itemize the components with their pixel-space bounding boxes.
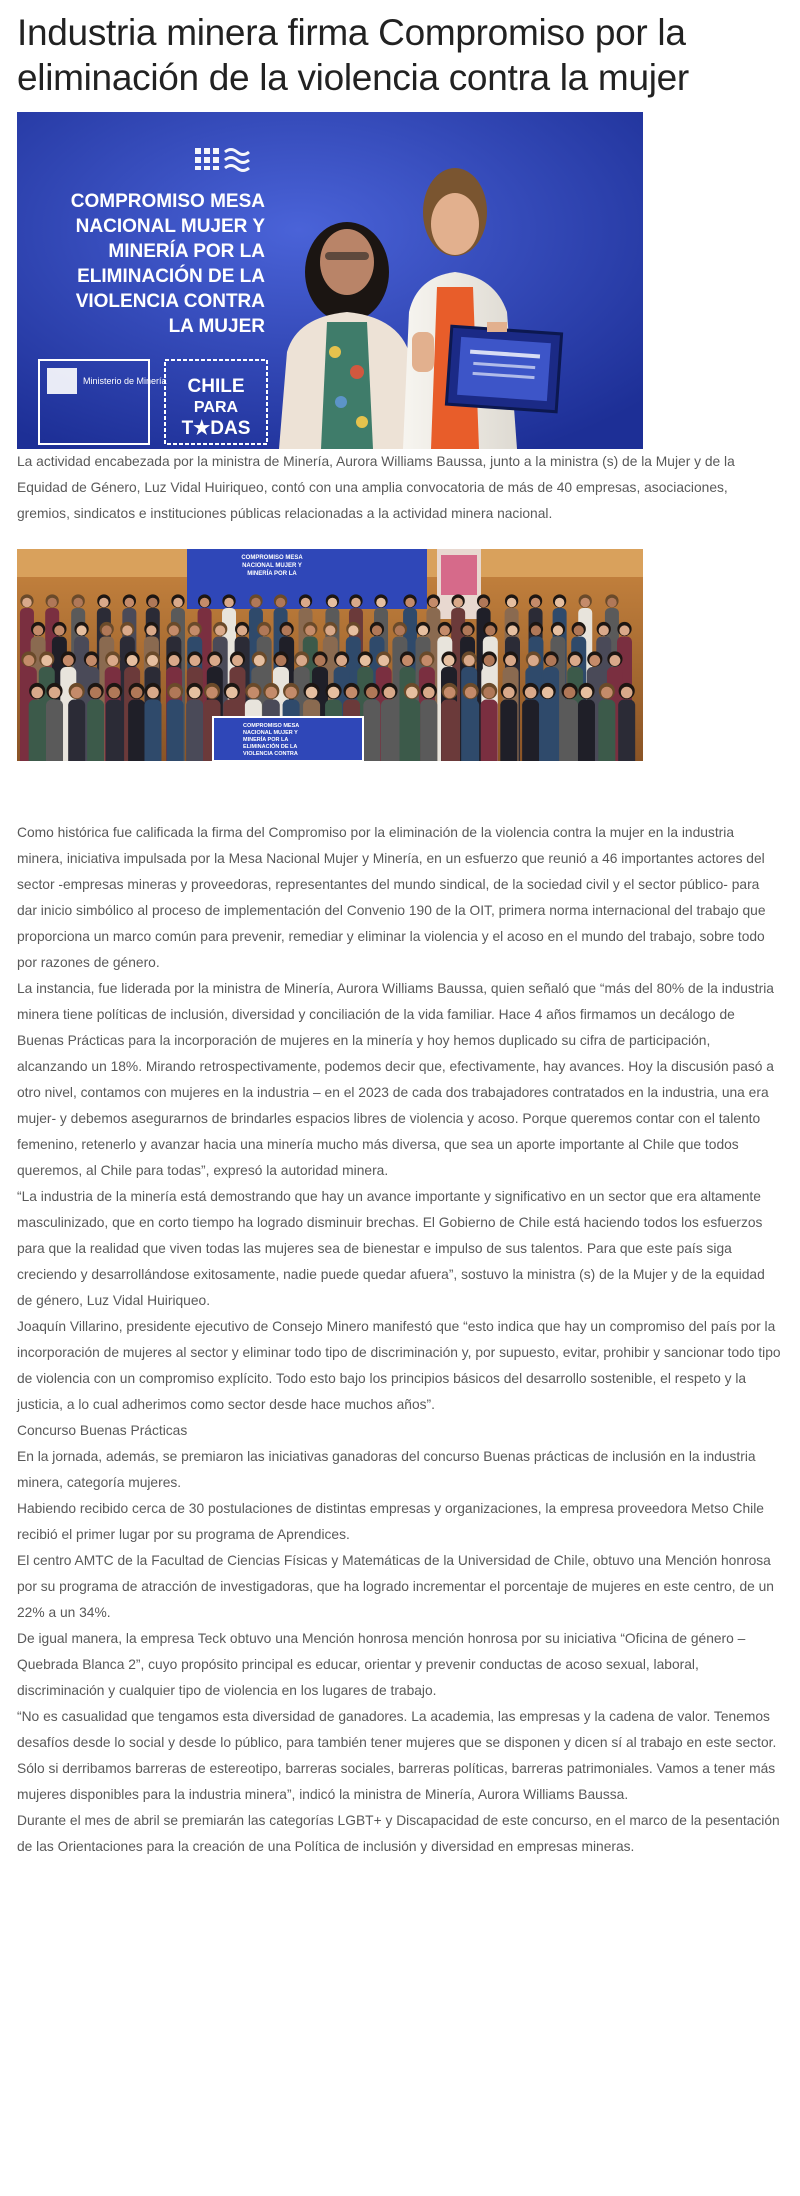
crowd-person-face xyxy=(282,625,292,635)
crowd-person-face xyxy=(131,687,143,699)
crowd-person-face xyxy=(76,625,86,635)
crowd-person-face xyxy=(372,625,382,635)
crowd-person-face xyxy=(406,687,418,699)
paragraph: Joaquín Villarino, presidente ejecutivo de Consejo Minero manifestó que “esto indica que hay un compromiso del país por la incorporación de mujeres al sector y eliminar todo tipo de discriminación y, por supuesto, evitar, prohibir y sancionar todo tipo de violencia con un compromiso explícito. Todo esto bajo los principios básicos del desarrollo sostenible, el respeto y la justicia, a lo cual adherimos como sector desde hace muchos años”. xyxy=(17,1319,781,1412)
crowd-person-face xyxy=(405,598,415,608)
paragraph: “La industria de la minería está demostrando que hay un avance importante y significativo en un sector que era altamente masculinizado, que en corto tiempo ha logrado disminuir brechas. El Gobierno de Chile está haciendo todos los esfuerzos para que la realidad que viven todas las mujeres sea de bienestar e impulso de sus talentos. Para que este país siga creciendo y desarrollándose exitosamente, nadie puede quedar afuera”, sostuvo la ministra (s) de la Mujer y de la equidad de género, Luz Vidal Huiriqueo. xyxy=(17,1189,765,1308)
crowd-person-face xyxy=(328,598,338,608)
paragraph: La instancia, fue liderada por la ministra de Minería, Aurora Williams Baussa, quien señaló que “más del 80% de la industria minera tiene políticas de inclusión, diversidad y conciliación de la vida familiar. Hace 4 años firmamos un decálogo de Buenas Prácticas para la incorporación de mujeres en la minería y hoy hemos duplicado su cifra de participación, alcanzando un 18%. Mirando retrospectivamente, podemos decir que, efectivamente, hay avances. Hoy la discusión pasó a otro nivel, contamos con mujeres en la industria – en el 2023 de cada dos trabajadores contratados en la industria, una era mujer- y debemos asegurarnos de brindarles espacios libres de violencia y acoso. Porque queremos contar con el talento femenino, retenerlo y avanzar hacia una minería mucho más diversa, que sea un aporte importante al Chile que todos queremos, al Chile para todas”, expresó la autoridad minera. xyxy=(17,981,774,1178)
crowd-person-face xyxy=(301,598,311,608)
crowd-person-body xyxy=(539,700,556,762)
crowd-person-face xyxy=(528,655,539,666)
crowd-person-face xyxy=(384,687,396,699)
crowd-person-body xyxy=(128,700,145,762)
crowd-person-body xyxy=(441,700,458,762)
crowd-person-body xyxy=(186,700,203,762)
paragraph: De igual manera, la empresa Teck obtuvo una Mención honrosa mención honrosa por su iniciativa “Oficina de género – Quebrada Blanca 2”, cuyo propósito principal es educar, orientar y prevenir conductas de acoso sexual, laboral, discriminación y cualquier tipo de violencia en los lugares de trabajo. xyxy=(17,1631,746,1698)
paragraph: En la jornada, además, se premiaron las iniciativas ganadoras del concurso Buenas prácticas de inclusión en la industria minera, categoría mujeres. xyxy=(17,1449,756,1490)
crowd-person-face xyxy=(589,655,600,666)
svg-text:Ministerio de Minería: Ministerio de Minería xyxy=(83,376,167,386)
crowd-person-face xyxy=(507,598,517,608)
crowd-person-face xyxy=(465,687,477,699)
svg-text:MINERÍA POR LA: MINERÍA POR LA xyxy=(243,737,289,743)
crowd-person-face xyxy=(555,598,565,608)
crowd-person-body xyxy=(46,700,63,762)
crowd-person-face xyxy=(215,625,225,635)
crowd-person-body xyxy=(363,700,380,762)
paragraph: “No es casualidad que tengamos esta diversidad de ganadores. La academia, las empresas y la cadena de valor. Tenemos desafíos desde lo social y desde lo público, para también tener mujeres que se disponen y dicen sí al trabajo en este sector. Sólo si derribamos barreras de estereotipo, barreras sociales, barreras políticas, barreras patrimoniales. Vamos a tener más mujeres disponibles para la industria minera”, indicó la ministra de Minería, Aurora Williams Baussa. xyxy=(17,1709,777,1802)
crowd-person-face xyxy=(464,655,475,666)
crowd-person-face xyxy=(169,655,180,666)
crowd-person-face xyxy=(86,655,97,666)
crowd-person-face xyxy=(619,625,629,635)
group-banner-text xyxy=(241,555,303,577)
crowd-person-face xyxy=(49,687,61,699)
crowd-person-face xyxy=(444,655,455,666)
article-body xyxy=(17,820,782,1860)
crowd-person-face xyxy=(315,655,326,666)
crowd-person-face xyxy=(71,687,83,699)
crowd-person-face xyxy=(254,655,265,666)
svg-text:PARA: PARA xyxy=(193,399,239,416)
crowd-person-body xyxy=(522,700,539,762)
crowd-person-face xyxy=(395,625,405,635)
svg-text:NACIONAL MUJER Y: NACIONAL MUJER Y xyxy=(243,730,298,736)
crowd-person-face xyxy=(378,655,389,666)
hero-caption: La actividad encabezada por la ministra de Minería, Aurora Williams Baussa, junto a la ministra (s) de la Mujer y de la Equidad de Género, Luz Vidal Huiriqueo, contó con una amplia convocatoria de más de 40 empresas, asociaciones, gremios, sindicatos e instituciones públicas relacionadas a la actividad minera nacional. xyxy=(17,454,735,521)
svg-text:MINERÍA POR LA: MINERÍA POR LA xyxy=(247,571,297,577)
hero-photo xyxy=(17,112,643,449)
crowd-person-face xyxy=(31,687,43,699)
section-subheading: Concurso Buenas Prácticas xyxy=(17,1423,188,1438)
banner-line: VIOLENCIA CONTRA xyxy=(75,291,265,312)
crowd-person-face xyxy=(328,687,340,699)
crowd-person-face xyxy=(483,687,495,699)
crowd-person-face xyxy=(206,687,218,699)
crowd-person-face xyxy=(259,625,269,635)
group-photo-graphic xyxy=(17,549,643,761)
crowd-person-face xyxy=(47,598,57,608)
crowd-person-face xyxy=(609,655,620,666)
crowd-person-face xyxy=(54,625,64,635)
crowd-person-face xyxy=(351,598,361,608)
crowd-person-face xyxy=(147,687,159,699)
crowd-person-face xyxy=(209,655,220,666)
crowd-person-face xyxy=(376,598,386,608)
crowd-person-face xyxy=(147,655,158,666)
article-title: Industria minera firma Compromiso por la eliminación de la violencia contra la mujer xyxy=(17,12,689,98)
crowd-person-face xyxy=(306,687,318,699)
crowd-person-face xyxy=(226,687,238,699)
svg-text:ELIMINACIÓN DE LA: ELIMINACIÓN DE LA xyxy=(243,744,298,750)
crowd-person-face xyxy=(276,655,287,666)
crowd-person-face xyxy=(99,598,109,608)
banner-line: NACIONAL MUJER Y xyxy=(75,216,265,237)
svg-text:COMPROMISO MESA: COMPROMISO MESA xyxy=(243,723,300,729)
crowd-person-face xyxy=(505,655,516,666)
crowd-person-face xyxy=(173,598,183,608)
svg-text:COMPROMISO MESA: COMPROMISO MESA xyxy=(241,555,303,561)
crowd-person-face xyxy=(325,625,335,635)
crowd-person-body xyxy=(598,700,615,762)
crowd-person-face xyxy=(621,687,633,699)
crowd-person-face xyxy=(127,655,138,666)
crowd-person-face xyxy=(276,598,286,608)
crowd-person-face xyxy=(484,655,495,666)
crowd-person-body xyxy=(68,700,85,762)
crowd-person-face xyxy=(296,655,307,666)
svg-text:CHILE: CHILE xyxy=(187,376,245,397)
crowd-person-body xyxy=(106,700,123,762)
crowd-person-face xyxy=(607,598,617,608)
crowd-person-face xyxy=(418,625,428,635)
crowd-person-face xyxy=(190,625,200,635)
crowd-person-face xyxy=(580,598,590,608)
crowd-person-face xyxy=(421,655,432,666)
group-photo xyxy=(17,549,643,761)
crowd-person-body xyxy=(87,700,104,762)
paragraph: Durante el mes de abril se premiarán las categorías LGBT+ y Discapacidad de este concurso, en el marco de la pesentación de las Orientaciones para la creación de una Política de inclusión y diversidad en empresas mineras. xyxy=(17,1813,780,1854)
crowd-person-face xyxy=(336,655,347,666)
crowd-person-face xyxy=(23,655,34,666)
crowd-person-face xyxy=(479,598,489,608)
crowd-person-face xyxy=(531,598,541,608)
crowd-person-face xyxy=(73,598,83,608)
crowd-person-body xyxy=(500,700,517,762)
crowd-person-face xyxy=(169,687,181,699)
crowd-person-face xyxy=(224,598,234,608)
crowd-person-body xyxy=(29,700,46,762)
crowd-person-face xyxy=(444,687,456,699)
crowd-person-face xyxy=(462,625,472,635)
crowd-person-face xyxy=(453,598,463,608)
crowd-person-face xyxy=(564,687,576,699)
crowd-person-body xyxy=(481,700,498,762)
crowd-person-face xyxy=(553,625,563,635)
crowd-person-face xyxy=(102,625,112,635)
crowd-person-face xyxy=(107,655,118,666)
crowd-person-face xyxy=(189,655,200,666)
crowd-person-face xyxy=(63,655,74,666)
crowd-person-face xyxy=(485,625,495,635)
paragraph: Como histórica fue calificada la firma del Compromiso por la eliminación de la violencia contra la mujer en la industria minera, iniciativa impulsada por la Mesa Nacional Mujer y Minería, en un esfuerzo que reunió a 46 importantes actores del sector -empresas mineras y proveedoras, representantes del mundo sindical, de la sociedad civil y el sector público- para dar inicio simbólico al proceso de implementación del Convenio 190 de la OIT, primera norma internacional del trabajo que proporciona un marco común para prevenir, remediar y eliminar la violencia y el acoso en el mundo del trabajo, sobre todo por razones de género. xyxy=(17,825,766,970)
crowd-person-face xyxy=(232,655,243,666)
crowd-person-face xyxy=(148,598,158,608)
crowd-person-face xyxy=(574,625,584,635)
banner-line: LA MUJER xyxy=(168,316,265,337)
crowd-person-face xyxy=(237,625,247,635)
crowd-person-face xyxy=(581,687,593,699)
paragraph: Habiendo recibido cerca de 30 postulaciones de distintas empresas y organizaciones, la empresa proveedora Metso Chile recibió el primer lugar por su programa de Aprendices. xyxy=(17,1501,764,1542)
crowd-person-body xyxy=(561,700,578,762)
banner-line: COMPROMISO MESA xyxy=(70,191,265,212)
crowd-person-body xyxy=(167,700,184,762)
crowd-person-face xyxy=(546,655,557,666)
crowd-person-face xyxy=(423,687,435,699)
banner-line: ELIMINACIÓN DE LA xyxy=(77,266,265,287)
crowd-person-face xyxy=(248,687,260,699)
crowd-person-face xyxy=(146,625,156,635)
crowd-person-face xyxy=(599,625,609,635)
crowd-person-body xyxy=(462,700,479,762)
crowd-person-face xyxy=(503,687,515,699)
crowd-person-face xyxy=(440,625,450,635)
crowd-person-face xyxy=(601,687,613,699)
crowd-person-face xyxy=(531,625,541,635)
crowd-person-face xyxy=(507,625,517,635)
crowd-person-face xyxy=(429,598,439,608)
crowd-person-face xyxy=(122,625,132,635)
crowd-person-face xyxy=(305,625,315,635)
crowd-person-face xyxy=(266,687,278,699)
crowd-person-face xyxy=(90,687,102,699)
crowd-person-face xyxy=(366,687,378,699)
crowd-person-face xyxy=(33,625,43,635)
crowd-person-face xyxy=(348,625,358,635)
crowd-person-face xyxy=(542,687,554,699)
certificate xyxy=(446,322,561,412)
crowd-person-face xyxy=(346,687,358,699)
crowd-person-body xyxy=(144,700,161,762)
crowd-person-body xyxy=(403,700,420,762)
crowd-person-face xyxy=(285,687,297,699)
crowd-person-face xyxy=(22,598,32,608)
svg-text:VIOLENCIA CONTRA: VIOLENCIA CONTRA xyxy=(243,751,298,757)
svg-text:NACIONAL MUJER Y: NACIONAL MUJER Y xyxy=(242,563,302,569)
crowd-person-body xyxy=(618,700,635,762)
crowd-person-face xyxy=(360,655,371,666)
paragraph: El centro AMTC de la Facultad de Ciencias Físicas y Matemáticas de la Universidad de Chile, obtuvo una Mención honrosa por su programa de atracción de investigadoras, que ha logrado incrementar el porcentaje de mujeres en este centro, de un 22% a un 34%. xyxy=(17,1553,774,1620)
crowd-person-face xyxy=(41,655,52,666)
crowd-person-face xyxy=(125,598,135,608)
crowd-person-face xyxy=(169,625,179,635)
crowd-person-body xyxy=(578,700,595,762)
hero-photo-graphic xyxy=(17,112,643,449)
banner-line: MINERÍA POR LA xyxy=(108,241,265,262)
crowd-person-body xyxy=(420,700,437,762)
crowd-person-face xyxy=(200,598,210,608)
crowd-person-body xyxy=(381,700,398,762)
crowd-person-face xyxy=(251,598,261,608)
crowd-person-face xyxy=(402,655,413,666)
crowd-person-face xyxy=(525,687,537,699)
svg-text:T★DAS: T★DAS xyxy=(181,418,251,439)
crowd-person-face xyxy=(570,655,581,666)
crowd-person-face xyxy=(108,687,120,699)
crowd-person-face xyxy=(189,687,201,699)
